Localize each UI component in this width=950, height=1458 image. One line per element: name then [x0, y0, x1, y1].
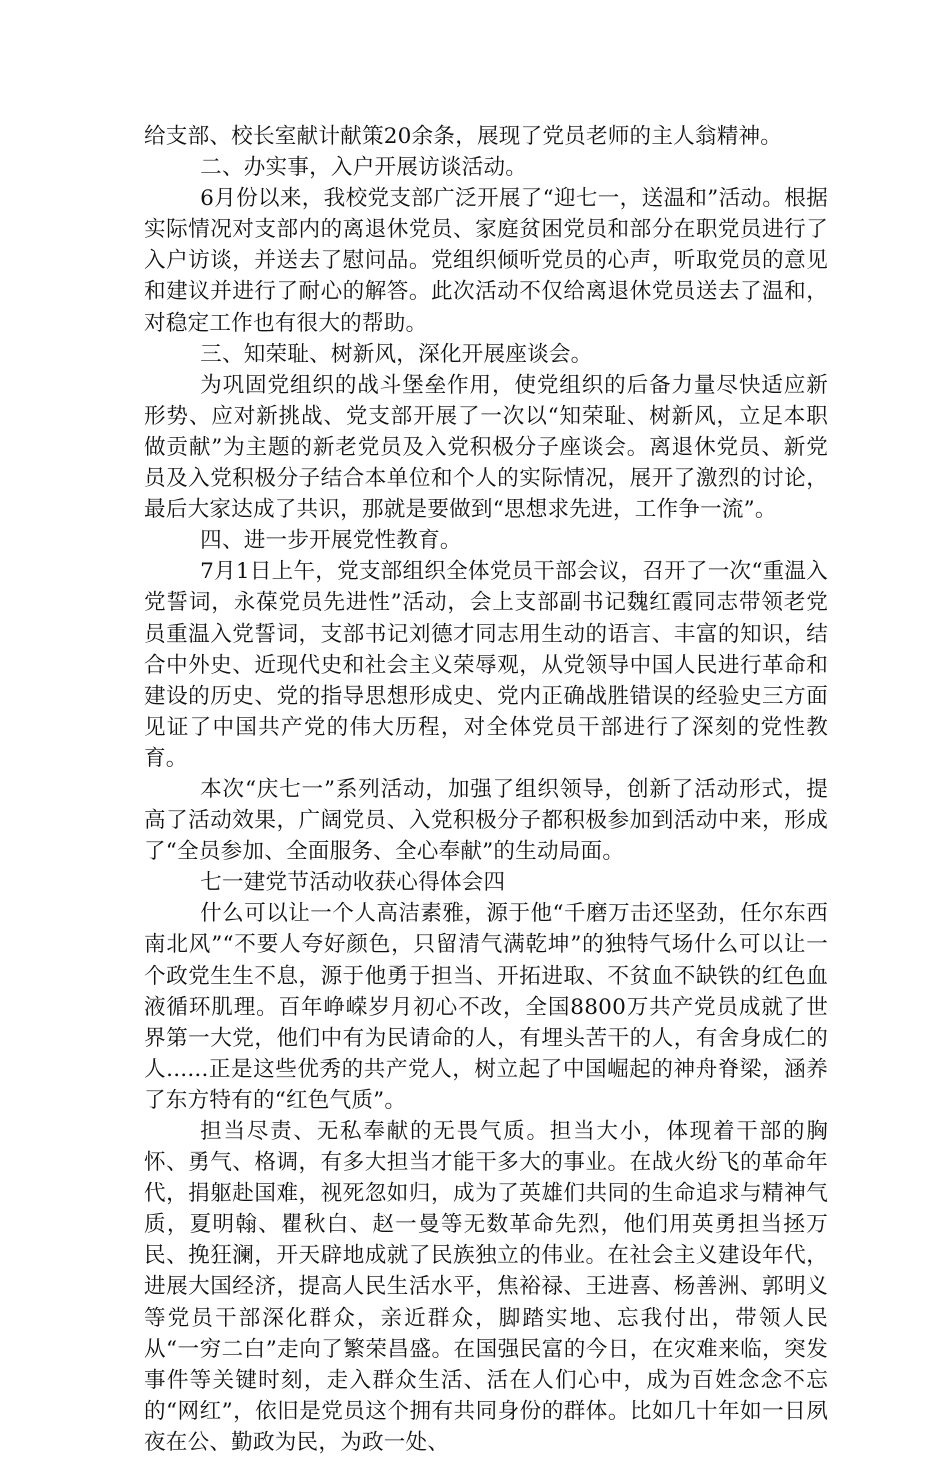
paragraph-red-temperament: 什么可以让一个人高洁素雅，源于他“千磨万击还坚劲，任尔东西南北风”“不要人夸好颜色，只留清气满乾坤”的独特气场什么可以让一个政党生生不息，源于他勇于担当、开拓进取、不贫血不缺铁的红色血液循环肌理。百年峥嵘岁月初心不改，全国8800万共产党员成就了世界第一大党，他们中有为民请命的人，有埋头苦干的人，有舍身成仁的人......正是这些优秀的共产党人，树立起了中国崛起的神舟脊梁，涵养了东方特有的“红色气质”。: [144, 901, 828, 1113]
paragraph-1: 给支部、校长室献计献策20余条，展现了党员老师的主人翁精神。: [144, 124, 783, 149]
paragraph-july-first: 7月1日上午，党支部组织全体党员干部会议，召开了一次“重温入党誓词，永葆党员先进性”活动，会上支部副书记魏红霞同志带领老党员重温入党誓词，支部书记刘德才同志用生动的语言、丰富的知识，结合中外史、近现代史和社会主义荣辱观，从党领导中国人民进行革命和建设的历史、党的指导思想形成史、党内正确战胜错误的经验史三方面见证了中国共产党的伟大历程，对全体党员干部进行了深刻的党性教育。: [144, 559, 828, 771]
paragraph-responsibility: 担当尽责、无私奉献的无畏气质。担当大小，体现着干部的胸怀、勇气、格调，有多大担当才能干多大的事业。在战火纷飞的革命年代，捐躯赴国难，视死忽如归，成为了英雄们共同的生命追求与精神气质，夏明翰、瞿秋白、赵一曼等无数革命先烈，他们用英勇担当拯万民、挽狂澜，开天辟地成就了民族独立的伟业。在社会主义建设年代，进展大国经济，提高人民生活水平，焦裕禄、王进喜、杨善洲、郭明义等党员干部深化群众，亲近群众，脚踏实地、忘我付出，带领人民从“一穷二白”走向了繁荣昌盛。在国强民富的今日，在灾难来临，突发事件等关键时刻，走入群众生活、活在人们心中，成为百姓念念不忘的“网红”，依旧是党员这个拥有共同身份的群体。比如几十年如一日夙夜在公、勤政为民，为政一处、: [144, 1119, 828, 1455]
paragraph-visits: 6月份以来，我校党支部广泛开展了“迎七一，送温和”活动。根据实际情况对支部内的离退休党员、家庭贫困党员和部分在职党员进行了入户访谈，并送去了慰问品。党组织倾听党员的心声，听取党员的意见和建议并进行了耐心的解答。此次活动不仅给离退休党员送去了温和，对稳定工作也有很大的帮助。: [144, 186, 828, 336]
document-body: [144, 121, 828, 1458]
article-title-four: 七一建党节活动收获心得体会四: [200, 870, 506, 896]
section-heading-4: 四、进一步开展党性教育。: [200, 528, 462, 554]
section-heading-2: 二、办实事，入户开展访谈活动。: [200, 155, 528, 181]
paragraph-summary: 本次“庆七一”系列活动，加强了组织领导，创新了活动形式，提高了活动效果，广阔党员、入党积极分子都积极参加到活动中来，形成了“全员参加、全面服务、全心奉献”的生动局面。: [144, 776, 828, 865]
paragraph-forum: 为巩固党组织的战斗堡垒作用，使党组织的后备力量尽快适应新形势、应对新挑战、党支部开展了一次以“知荣耻、树新风，立足本职做贡献”为主题的新老党员及入党积极分子座谈会。离退休党员、新党员及入党积极分子结合本单位和个人的实际情况，展开了激烈的讨论，最后大家达成了共识，那就是要做到“思想求先进，工作争一流”。: [144, 372, 828, 523]
section-heading-3: 三、知荣耻、树新风，深化开展座谈会。: [200, 341, 593, 367]
